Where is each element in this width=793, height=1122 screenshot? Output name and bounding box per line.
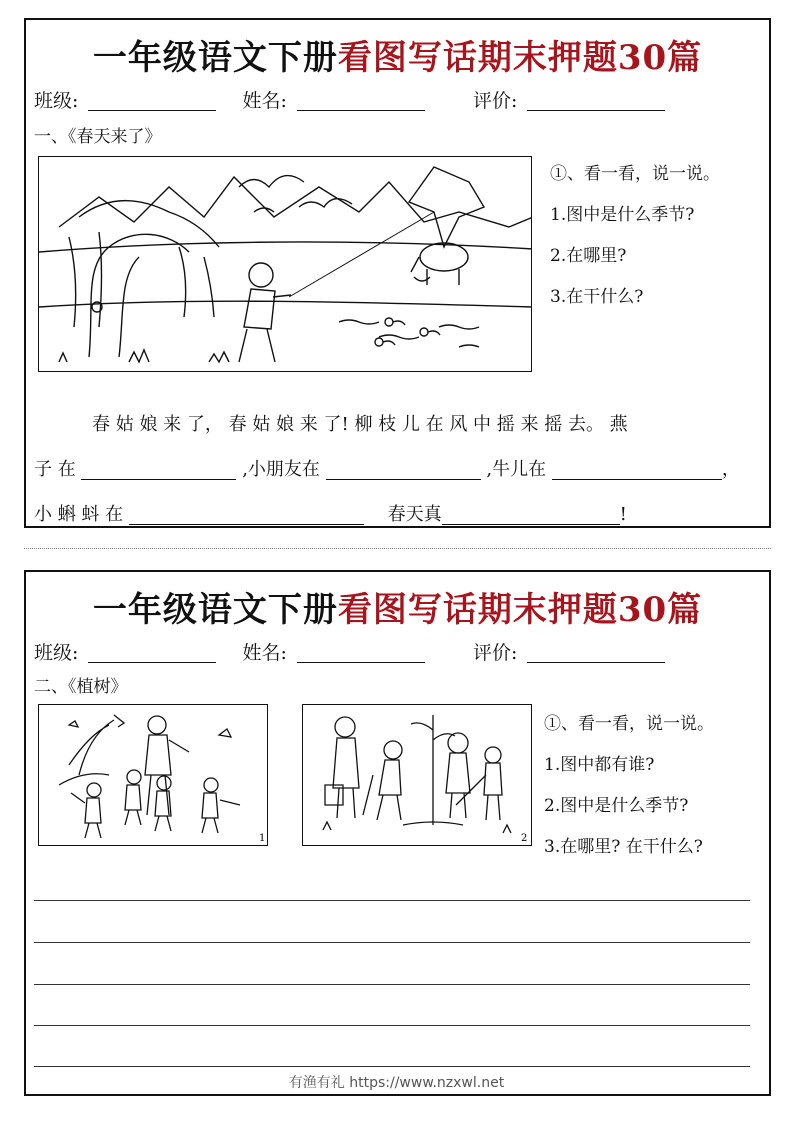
tree-planting-illustration-2 (302, 704, 532, 846)
name-label: 姓名: (242, 90, 287, 112)
worksheet-1-title (26, 30, 769, 79)
writing-line[interactable] (34, 1025, 750, 1026)
question-item: 2.在哪里? (550, 246, 627, 266)
name-label: 姓名: (242, 642, 287, 664)
picture-number-2: 2 (521, 833, 528, 844)
writing-line[interactable] (34, 1066, 750, 1067)
blank-spring[interactable] (442, 504, 620, 525)
walking-to-plant-icon (39, 705, 268, 846)
eval-blank[interactable] (527, 92, 665, 111)
questions-2 (544, 704, 714, 868)
text-child: ,小朋友在 (242, 459, 320, 480)
paragraph-line-1: 春 姑 娘 来 了， 春 姑 娘 来 了! 柳 枝 儿 在 风 中 摇 来 摇 去。 燕 (92, 414, 628, 435)
text-cow: ,牛儿在 (486, 459, 547, 480)
text-tadpole: 小 蝌 蚪 在 (34, 504, 124, 525)
text-exclaim: ! (619, 504, 627, 525)
worksheet-2 (24, 570, 771, 1096)
title-red-part: 看图写话期末押题30篇 (337, 38, 703, 78)
section-title-2: 二、《植树》 (34, 677, 128, 697)
text-comma: ， (721, 459, 740, 480)
spring-scene-icon (39, 157, 532, 372)
question-item: 2.图中是什么季节? (544, 796, 689, 816)
blank-tadpole[interactable] (129, 504, 364, 525)
questions-1 (550, 154, 720, 318)
tree-planting-illustration-1 (38, 704, 268, 846)
blank-cow[interactable] (552, 459, 722, 480)
page-divider (24, 548, 771, 549)
writing-line[interactable] (34, 900, 750, 901)
student-info-row (34, 86, 665, 113)
eval-label: 评价: (473, 642, 518, 664)
spring-illustration (38, 156, 532, 372)
section-title-1: 一、《春天来了》 (34, 127, 162, 147)
question-item: 1.图中都有谁? (544, 755, 655, 775)
planting-tree-icon (303, 705, 532, 846)
footer-watermark: 有渔有礼 https://www.nzxwl.net (288, 1075, 505, 1091)
paragraph-line-2 (34, 455, 740, 481)
writing-line[interactable] (34, 984, 750, 985)
blank-swallow[interactable] (81, 459, 236, 480)
question-item: ①、看一看，说一说。 (550, 164, 720, 184)
worksheet-1 (24, 18, 771, 528)
class-blank[interactable] (88, 644, 216, 663)
picture-number-1: 1 (259, 833, 266, 844)
class-label: 班级: (34, 90, 79, 112)
question-item: 3.在干什么? (550, 287, 644, 307)
student-info-row (34, 638, 665, 665)
question-item: 3.在哪里? 在干什么? (544, 837, 703, 857)
class-label: 班级: (34, 642, 79, 664)
name-blank[interactable] (297, 92, 425, 111)
worksheet-2-title (26, 582, 769, 631)
question-item: 1.图中是什么季节? (550, 205, 695, 225)
title-red-part: 看图写话期末押题30篇 (337, 590, 703, 630)
class-blank[interactable] (88, 92, 216, 111)
blank-child[interactable] (326, 459, 481, 480)
eval-label: 评价: (473, 90, 518, 112)
text-spring: 春天真 (387, 504, 442, 525)
title-black-part: 一年级语文下册 (92, 38, 338, 78)
fill-in-paragraph (34, 410, 764, 525)
name-blank[interactable] (297, 644, 425, 663)
title-black-part: 一年级语文下册 (92, 590, 338, 630)
paragraph-line-3 (34, 500, 627, 526)
question-item: ①、看一看，说一说。 (544, 714, 714, 734)
eval-blank[interactable] (527, 644, 665, 663)
text-swallow: 子 在 (34, 459, 76, 480)
writing-line[interactable] (34, 942, 750, 943)
